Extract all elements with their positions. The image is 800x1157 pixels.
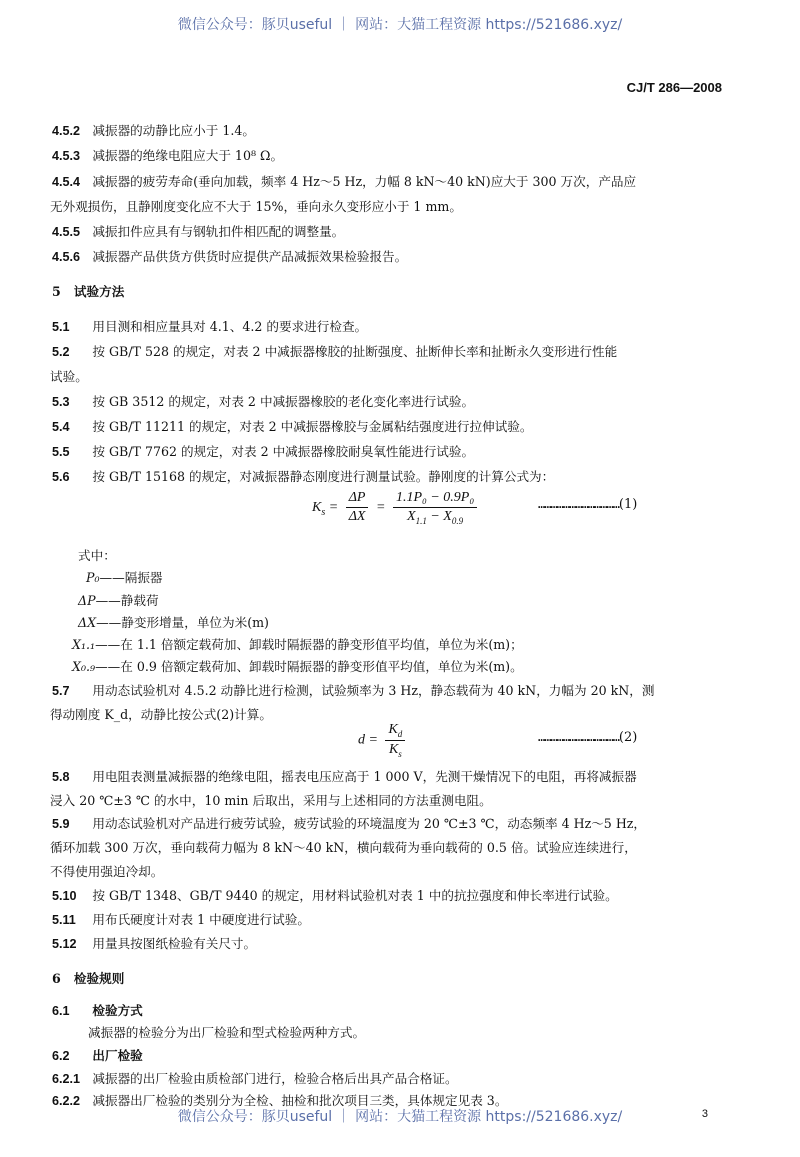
clause-4-5-3: 4.5.3 减振器的绝缘电阻应大于 10⁸ Ω。: [52, 148, 284, 163]
formula-2-tag: …………………………………(2): [538, 730, 638, 745]
watermark-bottom: 微信公众号：豚贝useful ｜ 网站：大猫工程资源 https://521686.xyz/: [177, 1109, 623, 1125]
def-x09: X₀.₉——在 0.9 倍额定载荷加、卸载时隔振器的静变形值平均值，单位为米(m)。: [72, 659, 523, 674]
clause-6-2-2: 6.2.2 减振器出厂检验的类别分为全检、抽检和批次项目三类，具体规定见表 3。: [52, 1093, 508, 1108]
clause-5-8: 5.8 用电阻表测量减振器的绝缘电阻，摇表电压应高于 1 000 V，先测干燥情况下的电阻，再将减振器: [52, 769, 637, 784]
formula-1: $K_s$ = $\frac{\Delta P}{\Delta X}$ = $\frac{\text{1.1P₀ − 0.9P₀}}{X_{1.1} - X_{0.9}}$: [312, 490, 481, 526]
clause-4-5-5: 4.5.5 减振扣件应具有与钢轨扣件相匹配的调整量。: [52, 224, 345, 239]
standard-code: CJ/T 286—2008: [626, 80, 722, 95]
clause-5-2-cont: 试验。: [50, 369, 88, 384]
clause-5-3: 5.3 按 GB 3512 的规定，对表 2 中减振器橡胶的老化变化率进行试验。: [52, 394, 475, 409]
def-p0: P₀——隔振器: [86, 570, 163, 585]
def-delta-p: ΔP——静载荷: [78, 593, 159, 608]
formula-2: d = $\frac{K_d}{K_s}$: [358, 722, 409, 759]
watermark-top: 微信公众号：豚贝useful ｜ 网站：大猫工程资源 https://521686.xyz/: [177, 17, 623, 33]
where-label: 式中：: [78, 548, 116, 563]
def-delta-x: ΔX——静变形增量，单位为米(m): [78, 615, 269, 630]
clause-5-9: 5.9 用动态试验机对产品进行疲劳试验，疲劳试验的环境温度为 20 ℃±3 ℃，动态频率 4 Hz～5 Hz，: [52, 816, 647, 831]
clause-5-9-cont2: 不得使用强迫冷却。: [50, 864, 164, 879]
clause-6-2-heading: 6.2 出厂检验: [52, 1048, 143, 1063]
clause-6-2-1: 6.2.1 减振器的出厂检验由质检部门进行，检验合格后出具产品合格证。: [52, 1071, 458, 1086]
formula-1-tag: …………………………………(1): [538, 497, 638, 512]
clause-5-4: 5.4 按 GB/T 11211 的规定，对表 2 中减振器橡胶与金属粘结强度进行拉伸试验。: [52, 419, 533, 434]
section-5-heading: 5 试验方法: [52, 284, 125, 299]
clause-4-5-2: 4.5.2 减振器的动静比应小于 1.4。: [52, 123, 255, 138]
clause-6-1-text: 减振器的检验分为出厂检验和型式检验两种方式。: [88, 1025, 366, 1040]
clause-4-5-4: 4.5.4 减振器的疲劳寿命(垂向加载，频率 4 Hz～5 Hz，力幅 8 kN～40 kN)应大于 300 万次，产品应: [52, 174, 637, 189]
page-number: 3: [701, 1108, 708, 1120]
clause-4-5-6: 4.5.6 减振器产品供货方供货时应提供产品减振效果检验报告。: [52, 249, 408, 264]
def-x11: X₁.₁——在 1.1 倍额定载荷加、卸载时隔振器的静变形值平均值，单位为米(m)；: [72, 637, 523, 652]
clause-5-9-cont: 循环加载 300 万次，垂向载荷力幅为 8 kN～40 kN，横向载荷为垂向载荷的 0.5 倍。试验应连续进行，: [50, 840, 637, 855]
clause-5-5: 5.5 按 GB/T 7762 的规定，对表 2 中减振器橡胶耐臭氧性能进行试验。: [52, 444, 475, 459]
clause-6-1-heading: 6.1 检验方式: [52, 1003, 143, 1018]
clause-5-10: 5.10 按 GB/T 1348、GB/T 9440 的规定，用材料试验机对表 1 中的抗拉强度和伸长率进行试验。: [52, 888, 618, 903]
clause-5-1: 5.1 用目测和相应量具对 4.1、4.2 的要求进行检查。: [52, 319, 368, 334]
clause-5-11: 5.11 用布氏硬度计对表 1 中硬度进行试验。: [52, 912, 310, 927]
section-6-heading: 6 检验规则: [52, 971, 125, 986]
clause-5-7-cont: 得动刚度 K_d，动静比按公式(2)计算。: [50, 707, 272, 722]
clause-4-5-4-cont: 无外观损伤，且静刚度变化应不大于 15%，垂向永久变形应小于 1 mm。: [50, 199, 462, 214]
clause-5-8-cont: 浸入 20 ℃±3 ℃ 的水中，10 min 后取出，采用与上述相同的方法重测电阻。: [50, 793, 492, 808]
clause-5-2: 5.2 按 GB/T 528 的规定，对表 2 中减振器橡胶的扯断强度、扯断伸长率和扯断永久变形进行性能: [52, 344, 618, 359]
clause-5-7: 5.7 用动态试验机对 4.5.2 动静比进行检测，试验频率为 3 Hz，静态载荷为 40 kN，力幅为 20 kN，测: [52, 683, 655, 698]
clause-5-12: 5.12 用量具按图纸检验有关尺寸。: [52, 936, 257, 951]
clause-5-6: 5.6 按 GB/T 15168 的规定，对减振器静态刚度进行测量试验。静刚度的计算公式为：: [52, 469, 555, 484]
